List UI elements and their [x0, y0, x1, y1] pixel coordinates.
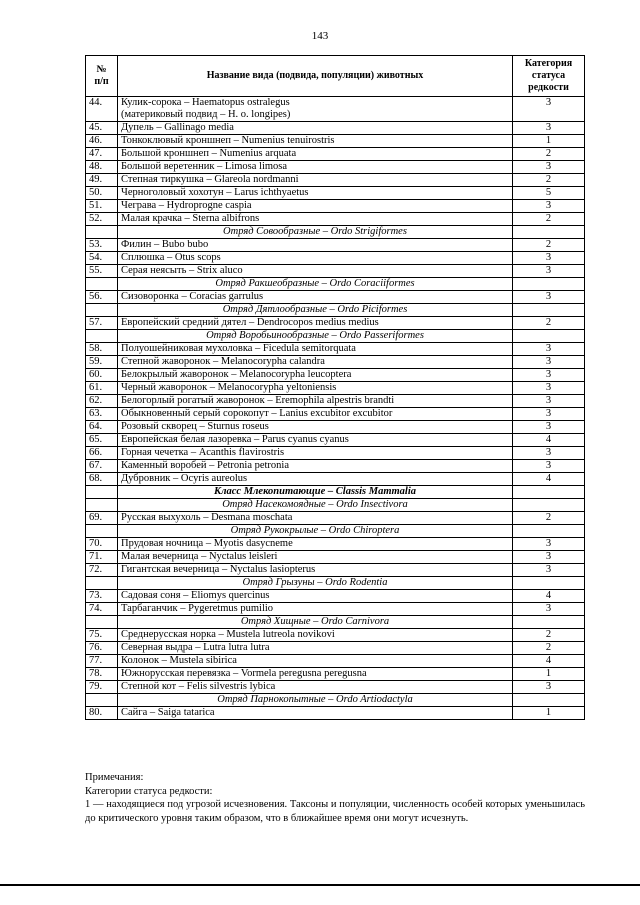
row-number: 77. [86, 655, 118, 668]
empty-cell [86, 499, 118, 512]
row-number: 75. [86, 629, 118, 642]
species-name [118, 239, 513, 252]
empty-cell [86, 694, 118, 707]
header-number: № п/п [86, 56, 118, 97]
order-header-row [86, 278, 585, 291]
species-name [118, 642, 513, 655]
row-number: 79. [86, 681, 118, 694]
notes-section [85, 771, 585, 825]
class-name: Класс Млекопитающие – Classis Mammalia [118, 486, 513, 499]
row-number: 50. [86, 187, 118, 200]
order-header-row [86, 577, 585, 590]
rarity-category: 3 [513, 161, 585, 174]
table-row [86, 317, 585, 330]
rarity-category: 3 [513, 681, 585, 694]
row-number: 53. [86, 239, 118, 252]
row-number: 45. [86, 122, 118, 135]
empty-cell [86, 577, 118, 590]
rarity-category: 3 [513, 421, 585, 434]
rarity-category: 3 [513, 291, 585, 304]
row-number: 56. [86, 291, 118, 304]
table-row [86, 97, 585, 122]
order-name: Отряд Грызуны – Ordo Rodentia [118, 577, 513, 590]
empty-cell [86, 616, 118, 629]
rarity-category: 2 [513, 239, 585, 252]
rarity-category: 2 [513, 317, 585, 330]
order-header-row [86, 499, 585, 512]
species-name-line: Дупель – Gallinago media [121, 122, 234, 133]
table-row [86, 161, 585, 174]
class-header-row [86, 486, 585, 499]
rarity-category: 3 [513, 265, 585, 278]
row-number: 72. [86, 564, 118, 577]
species-name-line: Гигантская вечерница – Nyctalus lasiopterus [121, 564, 316, 575]
species-name [118, 252, 513, 265]
species-name-line: Садовая соня – Eliomys quercinus [121, 590, 270, 601]
order-name: Отряд Дятлообразные – Ordo Piciformes [118, 304, 513, 317]
species-name [118, 317, 513, 330]
species-name [118, 161, 513, 174]
species-name [118, 122, 513, 135]
table-row [86, 343, 585, 356]
species-name [118, 512, 513, 525]
row-number: 57. [86, 317, 118, 330]
species-name-line: Тарбаганчик – Pygeretmus pumilio [121, 603, 274, 614]
table-row [86, 252, 585, 265]
species-name [118, 395, 513, 408]
table-row [86, 122, 585, 135]
rarity-category: 1 [513, 135, 585, 148]
row-number: 44. [86, 97, 118, 122]
empty-cell [513, 694, 585, 707]
table-row [86, 213, 585, 226]
rarity-category: 2 [513, 629, 585, 642]
notes-title: Примечания: [85, 772, 144, 783]
species-name-line: Среднерусская норка – Mustela lutreola novikovi [121, 629, 335, 640]
rarity-category: 3 [513, 97, 585, 122]
empty-cell [513, 577, 585, 590]
species-name-line: Степной жаворонок – Melanocorypha calandra [121, 356, 325, 367]
empty-cell [513, 499, 585, 512]
species-name-line: Русская выхухоль – Desmana moschata [121, 512, 293, 523]
empty-cell [513, 330, 585, 343]
rarity-category: 3 [513, 408, 585, 421]
rarity-category: 2 [513, 174, 585, 187]
rarity-category: 3 [513, 538, 585, 551]
table-row [86, 447, 585, 460]
species-name [118, 707, 513, 720]
species-name-line: Полуошейниковая мухоловка – Ficedula semitorquata [121, 343, 356, 354]
rarity-category: 2 [513, 512, 585, 525]
species-name [118, 369, 513, 382]
red-book-species-table [85, 55, 585, 720]
species-name-line: Прудовая ночница – Myotis dasycneme [121, 538, 293, 549]
row-number: 58. [86, 343, 118, 356]
species-name-line: Филин – Bubo bubo [121, 239, 209, 250]
notes-subtitle: Категории статуса редкости: [85, 785, 213, 797]
species-name [118, 200, 513, 213]
table-row [86, 642, 585, 655]
rarity-category: 3 [513, 343, 585, 356]
rarity-category: 1 [513, 668, 585, 681]
table-row [86, 369, 585, 382]
table-row [86, 668, 585, 681]
rarity-category: 3 [513, 382, 585, 395]
table-row [86, 655, 585, 668]
species-name [118, 590, 513, 603]
table-row [86, 564, 585, 577]
order-name: Отряд Парнокопытные – Ordo Artiodactyla [118, 694, 513, 707]
table-row [86, 603, 585, 616]
rarity-category: 3 [513, 564, 585, 577]
row-number: 65. [86, 434, 118, 447]
table-row [86, 538, 585, 551]
row-number: 54. [86, 252, 118, 265]
row-number: 49. [86, 174, 118, 187]
species-name [118, 97, 513, 122]
species-name [118, 473, 513, 486]
species-name-line: Белогорлый рогатый жаворонок – Eremophila alpestris brandti [121, 395, 395, 406]
species-name [118, 460, 513, 473]
order-name: Отряд Хищные – Ordo Carnivora [118, 616, 513, 629]
order-name: Отряд Совообразные – Ordo Strigiformes [118, 226, 513, 239]
table-row [86, 590, 585, 603]
species-name-line: Дубровник – Ocyris aureolus [121, 473, 248, 484]
rarity-category: 2 [513, 213, 585, 226]
order-header-row [86, 304, 585, 317]
table-row [86, 239, 585, 252]
rarity-category: 3 [513, 356, 585, 369]
table-row [86, 200, 585, 213]
species-name [118, 421, 513, 434]
rarity-category: 1 [513, 707, 585, 720]
table-row [86, 434, 585, 447]
species-name [118, 434, 513, 447]
row-number: 55. [86, 265, 118, 278]
species-name-line: Малая вечерница – Nyctalus leisleri [121, 551, 278, 562]
rarity-category: 3 [513, 369, 585, 382]
table-row [86, 187, 585, 200]
species-name-line: Чеграва – Hydroprogne caspia [121, 200, 252, 211]
notes-category-1: 1 — находящиеся под угрозой исчезновения. Таксоны и популяции, численность особей которых уменьшилась до критического уровня таким образом, что в ближайшее время они могут исчезнуть. [85, 799, 585, 824]
species-name-line: Европейский средний дятел – Dendrocopos medius medius [121, 317, 379, 328]
empty-cell [513, 304, 585, 317]
rarity-category: 2 [513, 642, 585, 655]
species-name-line: Тонкоклювый кроншнеп – Numenius tenuirostris [121, 135, 335, 146]
rarity-category: 3 [513, 460, 585, 473]
species-name [118, 343, 513, 356]
row-number: 67. [86, 460, 118, 473]
species-name [118, 408, 513, 421]
table-row [86, 408, 585, 421]
row-number: 51. [86, 200, 118, 213]
empty-cell [86, 330, 118, 343]
order-header-row [86, 226, 585, 239]
species-name [118, 291, 513, 304]
species-name-line: Колонок – Mustela sibirica [121, 655, 237, 666]
species-name-line: Черный жаворонок – Melanocorypha yeltoniensis [121, 382, 337, 393]
species-name-line: Европейская белая лазоревка – Parus cyanus cyanus [121, 434, 349, 445]
table-row [86, 395, 585, 408]
table-row [86, 265, 585, 278]
species-name [118, 603, 513, 616]
empty-cell [86, 304, 118, 317]
rarity-category: 3 [513, 551, 585, 564]
row-number: 59. [86, 356, 118, 369]
empty-cell [513, 616, 585, 629]
order-header-row [86, 616, 585, 629]
rarity-category: 5 [513, 187, 585, 200]
row-number: 62. [86, 395, 118, 408]
species-name [118, 382, 513, 395]
table-row [86, 460, 585, 473]
table-row [86, 707, 585, 720]
row-number: 76. [86, 642, 118, 655]
header-species-name: Название вида (подвида, популяции) животных [118, 56, 513, 97]
species-name [118, 564, 513, 577]
rarity-category: 3 [513, 603, 585, 616]
rarity-category: 3 [513, 395, 585, 408]
table-row [86, 681, 585, 694]
row-number: 47. [86, 148, 118, 161]
table-row [86, 473, 585, 486]
row-number: 71. [86, 551, 118, 564]
table-row [86, 291, 585, 304]
row-number: 64. [86, 421, 118, 434]
empty-cell [86, 226, 118, 239]
species-name-line: Горная чечетка – Acanthis flavirostris [121, 447, 285, 458]
row-number: 63. [86, 408, 118, 421]
species-name-line: Большой кроншнеп – Numenius arquata [121, 148, 297, 159]
rarity-category: 3 [513, 252, 585, 265]
empty-cell [86, 278, 118, 291]
species-name-line: Северная выдра – Lutra lutra lutra [121, 642, 270, 653]
table-row [86, 356, 585, 369]
table-row [86, 174, 585, 187]
table-row [86, 551, 585, 564]
empty-cell [86, 486, 118, 499]
table-row [86, 512, 585, 525]
table-body [86, 97, 585, 720]
species-name [118, 655, 513, 668]
table-row [86, 382, 585, 395]
species-name-line: (материковый подвид – H. o. longipes) [121, 109, 291, 120]
species-name [118, 356, 513, 369]
row-number: 69. [86, 512, 118, 525]
species-name-line: Розовый скворец – Sturnus roseus [121, 421, 269, 432]
species-name-line: Степной кот – Felis silvestris lybica [121, 681, 276, 692]
bottom-divider [0, 884, 640, 886]
order-header-row [86, 330, 585, 343]
empty-cell [86, 525, 118, 538]
rarity-category: 3 [513, 447, 585, 460]
order-name: Отряд Воробьинообразные – Ordo Passeriformes [118, 330, 513, 343]
rarity-category: 4 [513, 590, 585, 603]
rarity-category: 3 [513, 200, 585, 213]
species-name-line: Обыкновенный серый сорокопут – Lanius excubitor excubitor [121, 408, 393, 419]
empty-cell [513, 278, 585, 291]
rarity-category: 3 [513, 122, 585, 135]
row-number: 66. [86, 447, 118, 460]
species-name-line: Южнорусская перевязка – Vormela peregusna peregusna [121, 668, 367, 679]
row-number: 60. [86, 369, 118, 382]
row-number: 46. [86, 135, 118, 148]
table-header-row [86, 56, 585, 97]
species-name-line: Сайга – Saiga tatarica [121, 707, 215, 718]
empty-cell [513, 226, 585, 239]
table-row [86, 421, 585, 434]
species-name-line: Степная тиркушка – Glareola nordmanni [121, 174, 299, 185]
order-name: Отряд Насекомоядные – Ordo Insectivora [118, 499, 513, 512]
order-name: Отряд Рукокрылые – Ordo Chiroptera [118, 525, 513, 538]
species-name [118, 538, 513, 551]
table-row [86, 148, 585, 161]
species-name [118, 135, 513, 148]
species-name-line: Большой веретенник – Limosa limosa [121, 161, 288, 172]
species-name-line: Сплюшка – Otus scops [121, 252, 221, 263]
header-category: Категория статуса редкости [513, 56, 585, 97]
row-number: 74. [86, 603, 118, 616]
species-name-line: Сизоворонка – Coracias garrulus [121, 291, 264, 302]
row-number: 48. [86, 161, 118, 174]
species-name [118, 551, 513, 564]
table-row [86, 629, 585, 642]
row-number: 80. [86, 707, 118, 720]
species-name-line: Малая крачка – Sterna albifrons [121, 213, 260, 224]
species-name-line: Черноголовый хохотун – Larus ichthyaetus [121, 187, 309, 198]
species-name [118, 213, 513, 226]
rarity-category: 4 [513, 655, 585, 668]
row-number: 68. [86, 473, 118, 486]
table-row [86, 135, 585, 148]
species-name-line: Кулик-сорока – Haematopus ostralegus [121, 97, 290, 108]
row-number: 78. [86, 668, 118, 681]
species-name [118, 447, 513, 460]
row-number: 61. [86, 382, 118, 395]
page-number: 143 [311, 30, 329, 42]
row-number: 52. [86, 213, 118, 226]
species-name-line: Каменный воробей – Petronia petronia [121, 460, 290, 471]
species-name [118, 668, 513, 681]
row-number: 70. [86, 538, 118, 551]
species-name [118, 629, 513, 642]
species-name [118, 187, 513, 200]
order-name: Отряд Ракшеобразные – Ordo Coraciiformes [118, 278, 513, 291]
order-header-row [86, 525, 585, 538]
row-number: 73. [86, 590, 118, 603]
order-header-row [86, 694, 585, 707]
species-name-line: Белокрылый жаворонок – Melanocorypha leucoptera [121, 369, 352, 380]
rarity-category: 4 [513, 473, 585, 486]
species-name-line: Серая неясыть – Strix aluco [121, 265, 243, 276]
species-name [118, 265, 513, 278]
rarity-category: 2 [513, 148, 585, 161]
species-name [118, 148, 513, 161]
rarity-category: 4 [513, 434, 585, 447]
empty-cell [513, 486, 585, 499]
empty-cell [513, 525, 585, 538]
species-name [118, 174, 513, 187]
species-name [118, 681, 513, 694]
